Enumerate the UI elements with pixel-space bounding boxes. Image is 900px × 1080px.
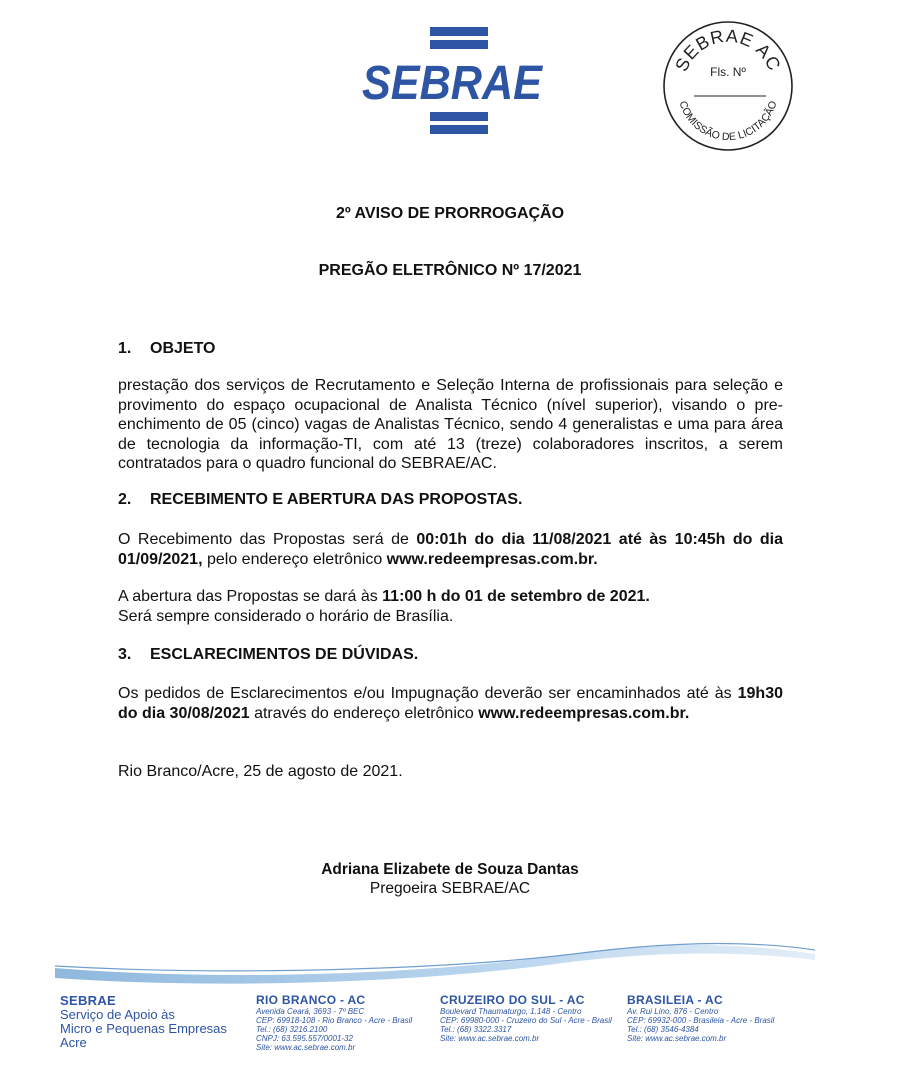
section-title: RECEBIMENTO E ABERTURA DAS PROPOSTAS. (150, 491, 523, 508)
footer-brand-title: SEBRAE (60, 993, 116, 1008)
signature-block (0, 860, 900, 898)
section-number: 3. (118, 646, 132, 663)
esclarecimentos-paragraph: Os pedidos de Esclarecimentos e/ou Impugnação deverão ser encaminhados até às 19h30 do dia 30/08/2021 através do endereço eletrônico www.redeempresas.com.br. (118, 685, 783, 722)
signer-name: Adriana Elizabete de Souza Dantas (321, 861, 579, 878)
place-date: Rio Branco/Acre, 25 de agosto de 2021. (118, 763, 403, 780)
footer-wave (50, 930, 820, 990)
footer-brand: SEBRAE Serviço de Apoio às Micro e Pequenas Empresas Acre (60, 993, 227, 1050)
tender-title: PREGÃO ELETRÔNICO Nº 17/2021 (318, 262, 582, 279)
stamp-bottom-text: COMISSÃO DE LICITAÇÃO (676, 99, 780, 144)
section-3-heading (118, 646, 418, 664)
notice-title: 2º AVISO DE PRORROGAÇÃO (335, 205, 565, 222)
footer-office-brasileia: BRASILEIA - AC Av. Rui Lino, 876 - Centro CEP: 69932-000 - Brasileia - Acre - Brasil Tel.: (68) 3546-4384 Site: www.ac.sebrae.com.br (627, 993, 775, 1043)
section-number: 1. (118, 340, 132, 357)
abertura-paragraph: A abertura das Propostas se dará às 11:00 h do 01 de setembro de 2021. Será sempre considerado o horário de Brasília. (118, 588, 650, 625)
footer-office-cruzeiro-do-sul: CRUZEIRO DO SUL - AC Boulevard Thaumaturgo, 1.148 - Centro CEP: 69980-000 - Cruzeiro do Sul - Acre - Brasil Tel.: (68) 3322.3317 Site: www.ac.sebrae.com.br (440, 993, 612, 1043)
stamp-label: Fls. Nº (710, 65, 746, 79)
stamp-top-text: SEBRAE AC (671, 25, 785, 75)
logo-text: SEBRAE (362, 57, 544, 110)
objeto-paragraph: prestação dos serviços de Recrutamento e Seleção Interna de profissionais para seleção e provimento do espaço ocupacional de Analista Técnico (nível superior), visando o pre-enchimento de 05 (cinco) vagas de Analistas Técnico, sendo 4 generalistas e uma para área de tecnologia da informação-TI, com até 13 (treze) colaboradores inscritos, a serem contratados para o quadro funcional do SEBRAE/AC. (118, 377, 783, 472)
section-1-heading (118, 340, 216, 358)
svg-text:COMISSÃO DE LICITAÇÃO (677, 99, 780, 143)
sebrae-logo (360, 22, 545, 138)
recebimento-paragraph: O Recebimento das Propostas será de 00:01h do dia 11/08/2021 até às 10:45h do dia 01/09/2021, pelo endereço eletrônico www.redeempresas.com.br. (118, 531, 783, 568)
protocol-stamp (662, 20, 794, 152)
footer-office-rio-branco: RIO BRANCO - AC Avenida Ceará, 3693 - 7º BEC CEP: 69918-108 - Rio Branco - Acre - Brasil Tel.: (68) 3216.2100 CNPJ: 63.595.557/0001-32 Site: www.ac.sebrae.com.br (256, 993, 413, 1052)
section-2-heading (118, 491, 522, 509)
signer-role: Pregoeira SEBRAE/AC (369, 880, 531, 897)
section-title: ESCLARECIMENTOS DE DÚVIDAS. (150, 646, 419, 663)
section-number: 2. (118, 491, 132, 508)
section-title: OBJETO (150, 340, 216, 357)
